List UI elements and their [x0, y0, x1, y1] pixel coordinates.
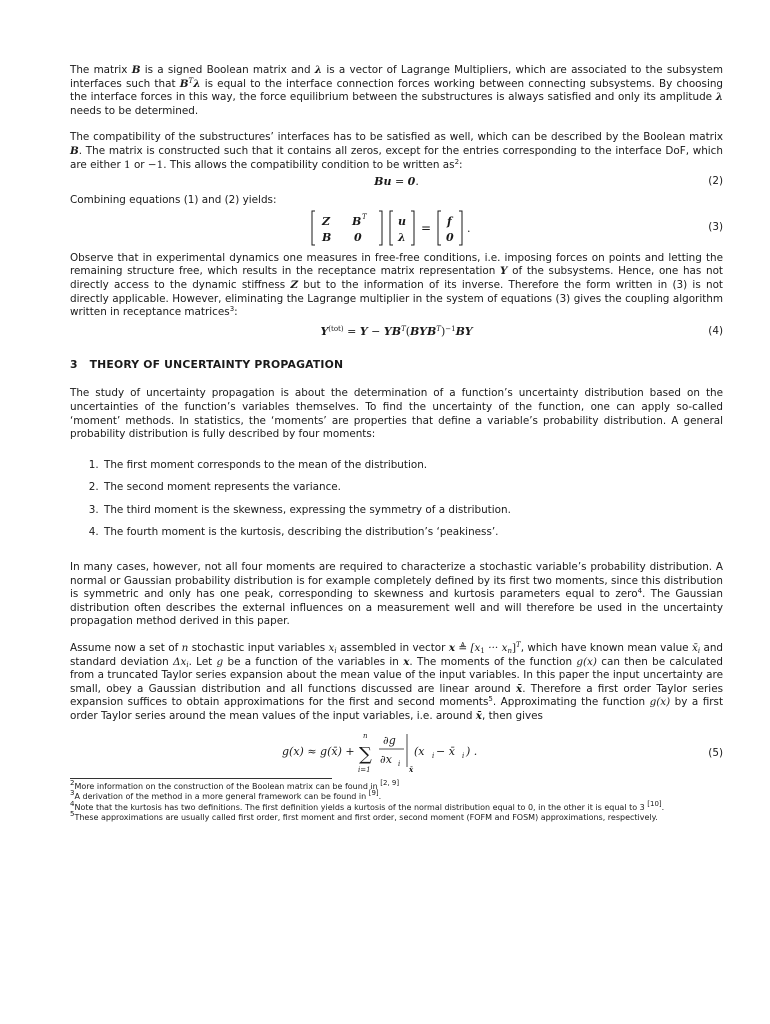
moments-list — [70, 459, 723, 540]
footnote — [70, 778, 723, 793]
text: stochastic input variables — [188, 642, 329, 655]
math-lambda: λ — [314, 64, 323, 76]
math-transpose: T — [401, 324, 406, 333]
text: In many cases, however, not all four moments are required to characterize a stochastic variable’s probability distribution. A normal or Gaussian probability distribution is for example completely defined by its first two moments, since this distribution is symmetric and only has one peak, corresponding to skewness and kurtosis parameters equal to zero — [70, 561, 723, 601]
text: Observe that in experimental dynamics one measures in free-free conditions, i.e. imposing forces on points and letting the remaining structure free, which results in the receptance matrix representation — [70, 251, 723, 278]
evaluation-point: x̄ — [409, 764, 414, 774]
footnote-ref[interactable]: 5 — [488, 695, 493, 704]
footnote-text: Note that the kurtosis has two definitions. The first definition yields a kurtosis of the normal distribution equal to 0, in the other it is equal to 3 — [74, 802, 648, 812]
math-subscript: i — [334, 647, 337, 656]
text: needs to be determined. — [70, 104, 199, 117]
eq-term-end: ) . — [466, 744, 478, 758]
math-subscript: i — [398, 759, 401, 768]
math-Z: Z — [290, 278, 299, 291]
math-subscript: i — [462, 751, 465, 760]
fraction-denominator: ∂x — [380, 752, 392, 766]
text: or — [130, 158, 148, 171]
footnote-text: . — [378, 792, 382, 802]
citation-link[interactable]: [9] — [368, 789, 379, 798]
text: but to the information of its inverse. Therefore the form written in (3) is not directly applicable. However, eliminating the Lagrange multiplier in the system of equations (3) gives the coupling algorithm written in receptance matrices — [70, 278, 723, 319]
footnote-text: A derivation of the method in a more general framework can be found in — [74, 792, 369, 802]
text: : — [459, 158, 463, 171]
vector-u: u — [398, 214, 406, 228]
text: . The moments of the function — [409, 655, 577, 668]
eq-term: (x — [414, 744, 425, 758]
matrix-BT: B — [352, 214, 362, 228]
citation-link[interactable]: [2, 9] — [380, 778, 400, 787]
math-paren: ( — [405, 324, 411, 338]
footnote-ref[interactable]: 4 — [637, 587, 643, 596]
math-delta-x: Δx — [172, 655, 187, 668]
vector-f: f — [447, 214, 452, 228]
block-matrix-equation — [310, 208, 500, 248]
equation-number: (4) — [708, 324, 723, 337]
math-g: g — [216, 655, 224, 668]
section-title: THEORY OF UNCERTAINTY PROPAGATION — [89, 357, 344, 371]
text: . This allows the compatibility condition to be written as — [163, 158, 455, 171]
paragraph-compatibility — [70, 131, 723, 172]
math-BY: BY — [455, 324, 473, 338]
math-gx: g(x) — [576, 655, 597, 668]
text: . Therefore a first order Taylor series expansion suffices to obtain approximations for the first and second moments — [70, 682, 723, 709]
text: by a first order Taylor series around the mean values of the input variables, i.e. around — [70, 696, 724, 722]
math-dots: ··· x — [484, 642, 508, 655]
text: is a signed Boolean matrix and — [140, 64, 315, 76]
math-subscript: 1 — [480, 647, 485, 656]
equation-3 — [70, 208, 723, 248]
paragraph-lagrange — [70, 64, 723, 118]
sum-symbol: ∑ — [359, 743, 372, 765]
sum-upper: n — [363, 731, 368, 740]
math-one: 1 — [124, 158, 131, 171]
eq-sign: = — [391, 175, 408, 189]
math-BYB: BYB — [410, 324, 437, 338]
math-B: B — [179, 77, 189, 90]
section-number: 3 — [70, 357, 78, 371]
footnote-mark: 3 — [70, 789, 75, 798]
text: : — [234, 306, 238, 319]
text: . The Gaussian distribution often describes the external influences on a measurement well and will therefore be used in the uncertainty propagation method derived in this paper. — [70, 588, 723, 628]
footnote — [70, 810, 723, 824]
math-lambda: λ — [193, 77, 201, 90]
text: . The matrix is constructed such that it contains all zeros, except for the entries corresponding to the interface DoF, which are either — [70, 144, 723, 171]
math-subscript: i — [697, 647, 701, 656]
paragraph-receptance — [70, 252, 723, 320]
paragraph-uncertainty: The study of uncertainty propagation is about the determination of a function’s uncertainty distribution based on the uncertainties of the function’s variables themselves. To find the uncertainty of the function, one can apply so-called ‘moment’ methods. In statistics, the ‘moments’ are properties that define a variable’s probability distribution. A general probability distribution is fully described by four moments: — [70, 387, 723, 441]
math-n: n — [181, 642, 189, 655]
text: of the subsystems. Hence, one has not directly access to the dynamic stiffness — [70, 265, 724, 291]
eq-dot: . — [415, 175, 419, 189]
math-xbar: x̄ — [475, 710, 482, 722]
paper-page — [70, 64, 723, 824]
math-minus: − — [367, 324, 384, 338]
equation-number: (3) — [708, 220, 723, 233]
equation-5 — [70, 730, 723, 774]
list-item: 3. The third moment is the skewness, expressing the symmetry of a distribution. — [102, 504, 723, 518]
math-B: B — [131, 64, 141, 76]
equation-number: (5) — [708, 746, 723, 759]
math-x: x — [328, 642, 335, 655]
list-item: 2. The second moment represents the variance. — [102, 481, 723, 495]
footnote-mark: 4 — [70, 799, 75, 808]
math-subscript: i — [432, 751, 435, 760]
fraction-numerator: ∂g — [383, 733, 396, 747]
text: . Approximating the function — [492, 696, 650, 709]
taylor-equation — [280, 730, 520, 774]
text: and standard deviation — [70, 642, 724, 668]
footnote-rule — [70, 778, 332, 779]
list-item: 1. The first moment corresponds to the mean of the distribution. — [102, 459, 723, 473]
matrix-B: B — [322, 230, 332, 244]
math-Y: Y — [320, 324, 329, 338]
math-subscript: i — [186, 660, 189, 669]
list-item: 4. The fourth moment is the kurtosis, describing the distribution’s ‘peakiness’. — [102, 526, 723, 540]
text: be a function of the variables in — [223, 655, 404, 668]
footnote-ref[interactable]: 3 — [229, 305, 235, 314]
math-transpose: T — [188, 76, 194, 85]
eq-sign: = — [421, 220, 432, 235]
math-x-vector: x — [448, 642, 456, 655]
footnote — [70, 789, 723, 803]
equation-2 — [70, 172, 723, 192]
equation-4 — [70, 322, 723, 342]
math-gx: g(x) — [649, 696, 671, 709]
math-Y: Y — [500, 265, 508, 278]
equation-number: (2) — [708, 175, 723, 188]
eq-lhs: Bu — [374, 175, 392, 189]
math-def: ≜ — [455, 642, 471, 655]
math-subscript: n — [507, 647, 512, 656]
math-minus-one: −1 — [147, 158, 164, 171]
footnote-text: . — [661, 802, 665, 812]
text: can then be calculated from a truncated Taylor series expansion about the mean value of the input variables. In this paper the input uncertainty are small, obey a Gaussian distribution and all functions discussed are linear around — [70, 655, 723, 695]
math-x-vector: x — [403, 655, 410, 668]
math-transpose: T — [436, 324, 441, 333]
text: . Let — [188, 655, 217, 668]
math-xbar: x̄ — [515, 682, 523, 695]
text: Assume now a set of — [70, 642, 182, 655]
math-YB: YB — [383, 324, 402, 338]
eq-sign: = — [343, 324, 360, 338]
text: , which have known mean value — [520, 642, 692, 655]
footnote-text: These approximations are usually called first order, first moment and first order, second moment (FOFM and FOSM) approximations, respectively. — [74, 813, 658, 823]
math-inverse: −1 — [445, 324, 456, 333]
math-bracket: ] — [511, 642, 517, 655]
matrix-transpose: T — [362, 212, 367, 221]
sum-lower: i=1 — [358, 765, 371, 774]
math-vector: [x — [470, 642, 481, 655]
math-Y: Y — [359, 324, 368, 338]
matrix-Z: Z — [322, 214, 331, 228]
vector-zero: 0 — [446, 230, 454, 244]
footnote-mark: 5 — [70, 810, 75, 819]
math-xbar: x̄ — [691, 642, 698, 655]
text: The matrix — [70, 64, 132, 76]
footnote-mark: 2 — [70, 778, 75, 787]
eq-dot: . — [467, 221, 471, 235]
math-paren: ) — [440, 324, 446, 338]
citation-link[interactable]: [10] — [647, 799, 662, 808]
matrix-zero: 0 — [354, 230, 362, 244]
text: assembled in vector — [336, 642, 449, 655]
paragraph-combining: Combining equations (1) and (2) yields: — [70, 194, 277, 207]
eq-rhs: 0 — [407, 175, 416, 189]
text: is a vector of Lagrange Multipliers, which are associated to the subsystem interfaces such that — [70, 64, 724, 90]
math-lambda: λ — [715, 91, 723, 104]
math-B: B — [70, 144, 79, 157]
eq-lhs: g(x) ≈ g(x̄) + — [282, 744, 355, 758]
text: is equal to the interface connection forces working between connecting subsystems. By choosing the interface forces in this way, the force equilibrium between the substructures is always satisfied and only its amplitude — [70, 77, 724, 104]
section-heading — [70, 358, 723, 372]
footnote-text: More information on the construction of the Boolean matrix can be found in — [74, 781, 381, 791]
math-transpose: T — [516, 641, 521, 650]
text: The compatibility of the substructures’ interfaces has to be satisfied as well, which can be described by the Boolean matrix — [70, 131, 723, 144]
math-superscript: (tot) — [328, 324, 344, 333]
text: , then gives — [481, 710, 543, 722]
paragraph-gaussian — [70, 561, 723, 629]
vector-lambda: λ — [398, 230, 406, 244]
paragraph-taylor — [70, 642, 723, 724]
eq-term-mean: − x̄ — [436, 744, 455, 758]
footnote-ref[interactable]: 2 — [454, 157, 460, 166]
footnote — [70, 799, 723, 814]
